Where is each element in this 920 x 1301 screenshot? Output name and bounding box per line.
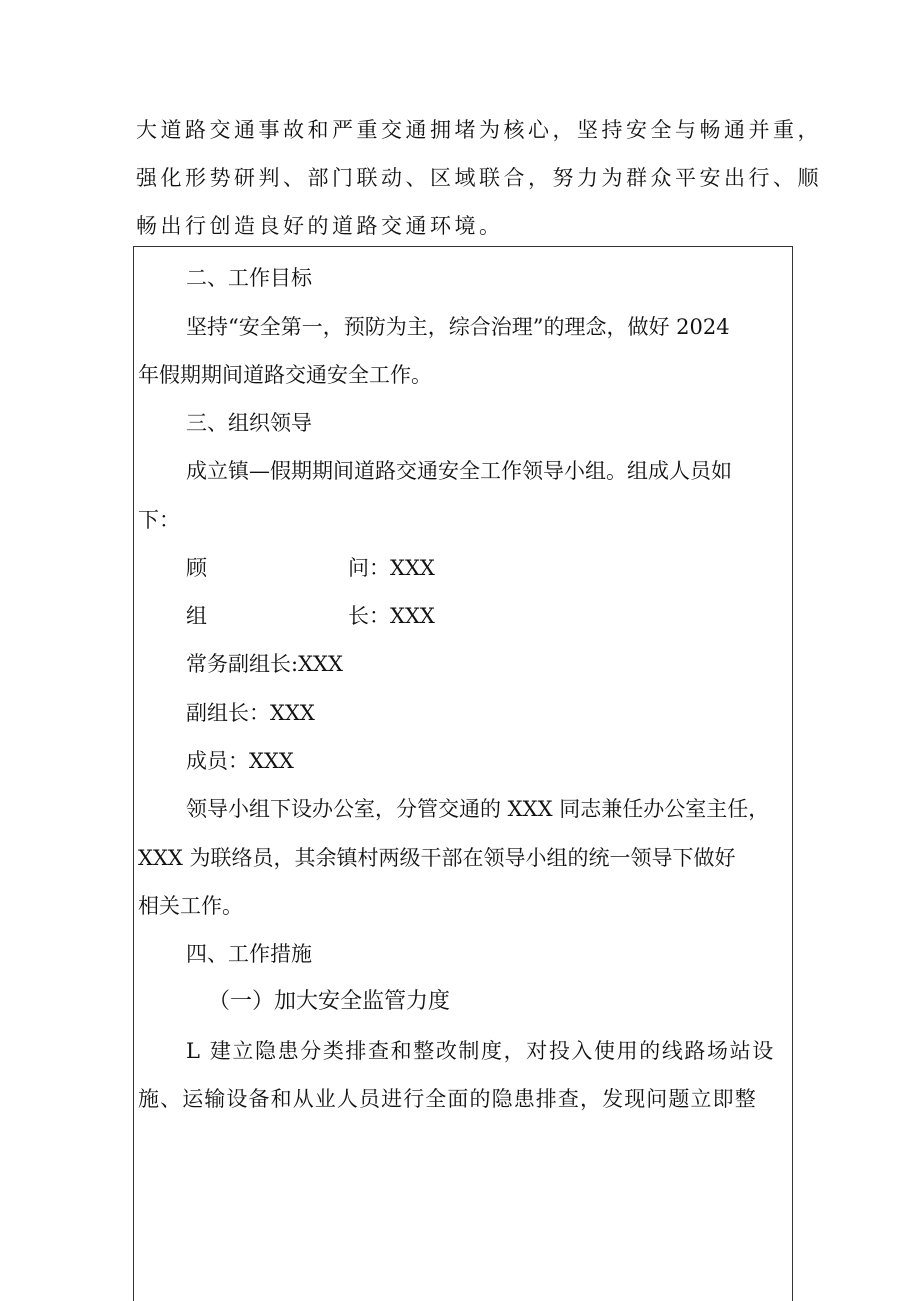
roster-leader-label: 组 [186, 604, 207, 628]
section-4-item-1-line-1: L 建立隐患分类排查和整改制度，对投入使用的线路场站设 [186, 1039, 775, 1063]
box-top-border [133, 246, 793, 247]
roster-leader-value: 长：XXX [348, 604, 435, 628]
section-3-paragraph-2-line-2: XXX 为联络员，其余镇村两级干部在领导小组的统一领导下做好 [138, 846, 736, 870]
section-3-paragraph-line-1: 成立镇—假期期间道路交通安全工作领导小组。组成人员如 [186, 459, 732, 483]
section-3-paragraph-2-line-3: 相关工作。 [138, 894, 243, 918]
section-4-subheading-1: （一）加大安全监管力度 [208, 989, 451, 1014]
box-left-border [133, 246, 134, 1301]
section-3-paragraph-2-line-1: 领导小组下设办公室，分管交通的 XXX 同志兼任办公室主任， [186, 797, 770, 821]
section-2-paragraph-line-1: 坚持“安全第一，预防为主，综合治理”的理念，做好 2024 [186, 315, 730, 339]
section-4-item-1-line-2: 施、运输设备和从业人员进行全面的隐患排查，发现问题立即整 [138, 1087, 757, 1111]
roster-deputy: 副组长：XXX [186, 701, 315, 725]
section-4-heading: 四、工作措施 [186, 942, 312, 966]
roster-exec-deputy: 常务副组长:XXX [186, 652, 343, 676]
intro-line-2: 强化形势研判、部门联动、区域联合，努力为群众平安出行、顺 [136, 166, 822, 190]
roster-members: 成员：XXX [186, 749, 294, 773]
roster-advisor-value: 问：XXX [348, 556, 435, 580]
intro-line-3: 畅出行创造良好的道路交通环境。 [136, 214, 504, 238]
box-right-border [792, 246, 793, 1301]
section-3-paragraph-line-2: 下： [138, 508, 180, 532]
section-2-paragraph-line-2: 年假期期间道路交通安全工作。 [138, 363, 432, 387]
roster-advisor-label: 顾 [186, 556, 207, 580]
intro-line-1: 大道路交通事故和严重交通拥堵为核心，坚持安全与畅通并重， [136, 118, 822, 142]
section-2-heading: 二、工作目标 [186, 266, 312, 290]
section-3-heading: 三、组织领导 [186, 411, 312, 435]
